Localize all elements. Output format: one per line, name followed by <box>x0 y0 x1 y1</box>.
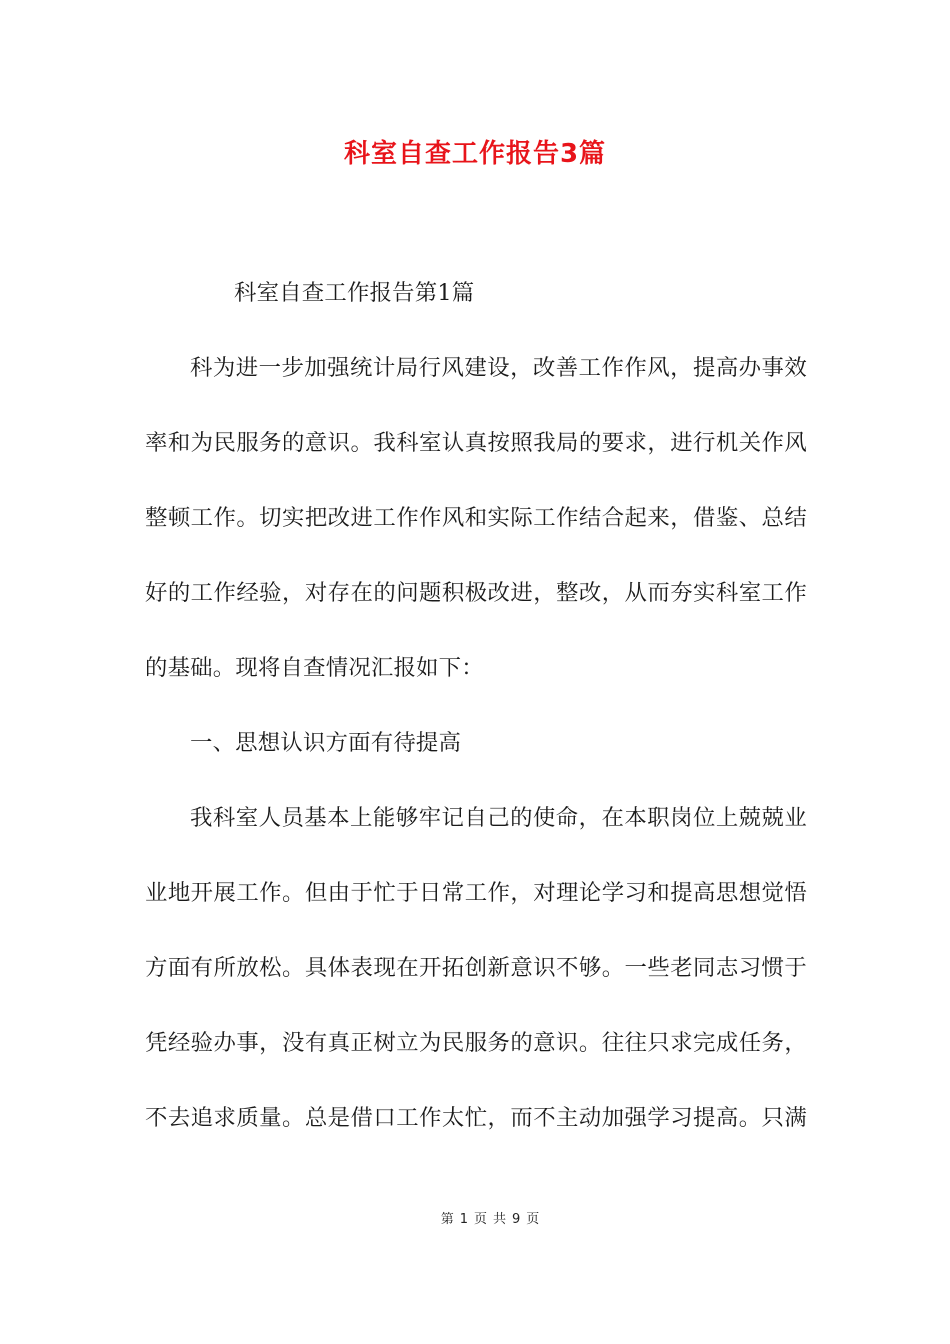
paragraph-line: 凭经验办事，没有真正树立为民服务的意识。往往只求完成任务， <box>145 1030 807 1056</box>
footer-total-suffix: 页 <box>526 1212 540 1227</box>
paragraph-line: 率和为民服务的意识。我科室认真按照我局的要求，进行机关作风 <box>145 430 807 456</box>
paragraph-line: 好的工作经验，对存在的问题积极改进，整改，从而夯实科室工作 <box>145 580 807 606</box>
document-body <box>145 275 807 1175</box>
page-footer <box>0 1208 950 1227</box>
paragraph-line: 不去追求质量。总是借口工作太忙，而不主动加强学习提高。只满 <box>145 1105 807 1131</box>
paragraph-line: 我科室人员基本上能够牢记自己的使命，在本职岗位上兢兢业 <box>190 805 807 831</box>
paragraph-line: 方面有所放松。具体表现在开拓创新意识不够。一些老同志习惯于 <box>145 955 807 981</box>
paragraph-line: 整顿工作。切实把改进工作作风和实际工作结合起来，借鉴、总结 <box>145 505 807 531</box>
current-page-number: 1 <box>459 1212 468 1227</box>
footer-page-label: 页 <box>473 1212 487 1227</box>
paragraph-line: 业地开展工作。但由于忙于日常工作，对理论学习和提高思想觉悟 <box>145 880 807 906</box>
paragraph-line: 的基础。现将自查情况汇报如下： <box>145 655 484 681</box>
footer-prefix: 第 <box>440 1212 454 1227</box>
document-title: 科室自查工作报告3篇 <box>343 139 607 169</box>
paragraph-line: 科为进一步加强统计局行风建设，改善工作作风，提高办事效 <box>190 355 807 381</box>
total-pages-number: 9 <box>512 1212 521 1227</box>
footer-total-prefix: 共 <box>493 1212 507 1227</box>
section-heading: 一、思想认识方面有待提高 <box>190 730 462 756</box>
section-subtitle: 科室自查工作报告第1篇 <box>234 280 475 306</box>
